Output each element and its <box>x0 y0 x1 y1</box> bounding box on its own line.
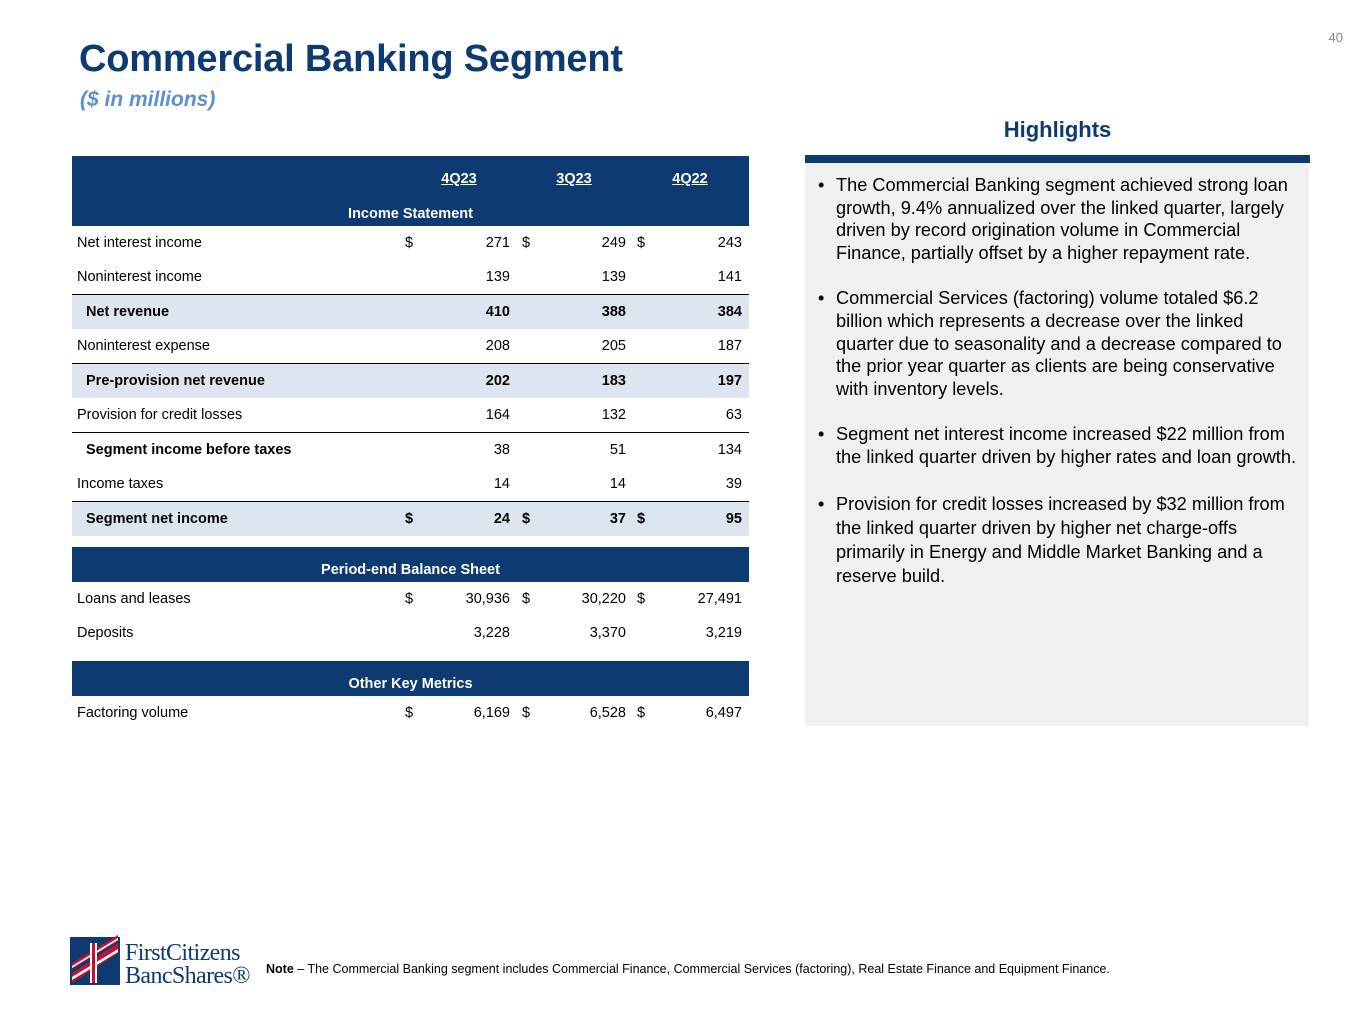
value-3q23: 14 <box>609 476 626 492</box>
value-4q23: 14 <box>493 476 510 492</box>
section-income-statement: Income Statement <box>348 206 473 222</box>
table-row <box>72 226 749 260</box>
column-header-4q23: 4Q23 <box>441 171 477 187</box>
page-title: Commercial Banking Segment <box>79 38 623 80</box>
list-item <box>818 492 1300 588</box>
table-row <box>72 696 749 730</box>
page-number: 40 <box>1328 30 1343 45</box>
value-4q23: 38 <box>493 442 510 458</box>
bullet-icon: • <box>818 288 825 309</box>
table-row <box>72 260 749 294</box>
value-3q23: 183 <box>601 373 626 389</box>
value-4q23: 410 <box>485 304 510 320</box>
value-4q22: 27,491 <box>697 591 742 607</box>
value-4q22: 95 <box>725 511 742 527</box>
value-3q23: 249 <box>601 235 626 251</box>
currency-symbol: $ <box>405 705 414 721</box>
row-label: Income taxes <box>77 476 164 492</box>
table-row <box>72 616 749 650</box>
value-3q23: 6,528 <box>589 705 626 721</box>
value-3q23: 132 <box>601 407 626 423</box>
currency-symbol: $ <box>405 511 414 527</box>
row-label: Deposits <box>77 625 134 641</box>
currency-symbol: $ <box>522 705 531 721</box>
footnote <box>266 962 1110 976</box>
value-4q22: 141 <box>717 269 742 285</box>
value-4q23: 208 <box>485 338 510 354</box>
table-row-subtotal <box>72 432 749 467</box>
value-4q23: 164 <box>485 407 510 423</box>
highlight-text: The Commercial Banking segment achieved strong loan growth, 9.4% annualized over the linked quarter, largely driven by record origination volume in Commercial Finance, partially offset by a higher repayment rate. <box>836 175 1288 263</box>
row-label: Segment net income <box>86 511 228 527</box>
column-header-4q22: 4Q22 <box>672 171 708 187</box>
highlights-panel <box>805 163 1309 726</box>
value-3q23: 51 <box>609 442 626 458</box>
value-4q22: 197 <box>717 373 742 389</box>
value-4q22: 63 <box>725 407 742 423</box>
flag-icon <box>70 933 122 987</box>
highlight-text: Provision for credit losses increased by $32 million from the linked quarter driven by higher net charge-offs primarily in Energy and Middle Market Banking and a reserve build. <box>836 493 1285 586</box>
value-4q22: 384 <box>717 304 742 320</box>
table-row-subtotal <box>72 363 749 398</box>
highlight-text: Segment net interest income increased $22 million from the linked quarter driven by higher rates and loan growth. <box>836 424 1297 467</box>
currency-symbol: $ <box>522 591 531 607</box>
table-row-subtotal <box>72 294 749 329</box>
table-row <box>72 329 749 363</box>
logo-line-1: FirstCitizens <box>125 940 240 966</box>
table-row-total <box>72 501 749 536</box>
currency-symbol: $ <box>637 511 646 527</box>
section-header <box>72 547 749 582</box>
row-label: Noninterest income <box>77 269 202 285</box>
row-label: Noninterest expense <box>77 338 210 354</box>
row-label: Provision for credit losses <box>77 407 243 423</box>
value-4q22: 243 <box>717 235 742 251</box>
table-header <box>72 156 749 226</box>
row-label: Net interest income <box>77 235 202 251</box>
highlight-text: Commercial Services (factoring) volume totaled $6.2 billion which represents a decrease over the linked quarter due to seasonality and a decrease compared to the prior year quarter as clients are being conservative with inventory levels. <box>836 288 1282 399</box>
currency-symbol: $ <box>405 591 414 607</box>
value-4q23: 30,936 <box>465 591 510 607</box>
list-item <box>818 287 1300 400</box>
row-label: Factoring volume <box>77 705 189 721</box>
value-3q23: 388 <box>601 304 626 320</box>
value-4q22: 187 <box>717 338 742 354</box>
currency-symbol: $ <box>637 705 646 721</box>
value-3q23: 30,220 <box>581 591 626 607</box>
value-4q23: 202 <box>485 373 510 389</box>
currency-symbol: $ <box>637 591 646 607</box>
currency-symbol: $ <box>637 235 646 251</box>
section-balance-sheet: Period-end Balance Sheet <box>321 562 500 578</box>
bullet-icon: • <box>818 493 825 514</box>
value-3q23: 3,370 <box>589 625 626 641</box>
currency-symbol: $ <box>405 235 414 251</box>
row-label: Pre-provision net revenue <box>86 373 265 389</box>
footnote-text: – The Commercial Banking segment includes Commercial Finance, Commercial Services (factoring), Real Estate Finance and Equipment Finance. <box>293 962 1110 976</box>
section-header <box>72 661 749 696</box>
section-other-metrics: Other Key Metrics <box>348 676 473 692</box>
value-4q22: 6,497 <box>705 705 742 721</box>
value-4q22: 134 <box>717 442 742 458</box>
highlights-list <box>818 174 1300 611</box>
row-label: Segment income before taxes <box>86 442 292 458</box>
value-4q23: 139 <box>485 269 510 285</box>
value-4q22: 3,219 <box>705 625 742 641</box>
highlights-title: Highlights <box>1003 117 1112 142</box>
company-logo <box>70 931 255 989</box>
logo-line-2: BancShares® <box>125 963 250 989</box>
highlights-divider <box>805 155 1310 163</box>
value-4q23: 24 <box>493 511 510 527</box>
list-item <box>818 174 1300 264</box>
row-label: Net revenue <box>86 304 170 320</box>
value-4q23: 271 <box>485 235 510 251</box>
value-4q22: 39 <box>725 476 742 492</box>
currency-symbol: $ <box>522 511 531 527</box>
value-3q23: 205 <box>601 338 626 354</box>
footnote-label: Note <box>266 962 294 976</box>
value-4q23: 6,169 <box>473 705 510 721</box>
value-3q23: 139 <box>601 269 626 285</box>
table-row <box>72 467 749 501</box>
page-subtitle: ($ in millions) <box>80 88 216 111</box>
bullet-icon: • <box>818 424 825 445</box>
value-4q23: 3,228 <box>473 625 510 641</box>
row-label: Loans and leases <box>77 591 191 607</box>
financial-table <box>72 156 749 730</box>
currency-symbol: $ <box>522 235 531 251</box>
list-item <box>818 423 1300 468</box>
table-row <box>72 582 749 616</box>
column-header-3q23: 3Q23 <box>556 171 592 187</box>
table-row <box>72 398 749 432</box>
value-3q23: 37 <box>609 511 626 527</box>
bullet-icon: • <box>818 175 825 195</box>
